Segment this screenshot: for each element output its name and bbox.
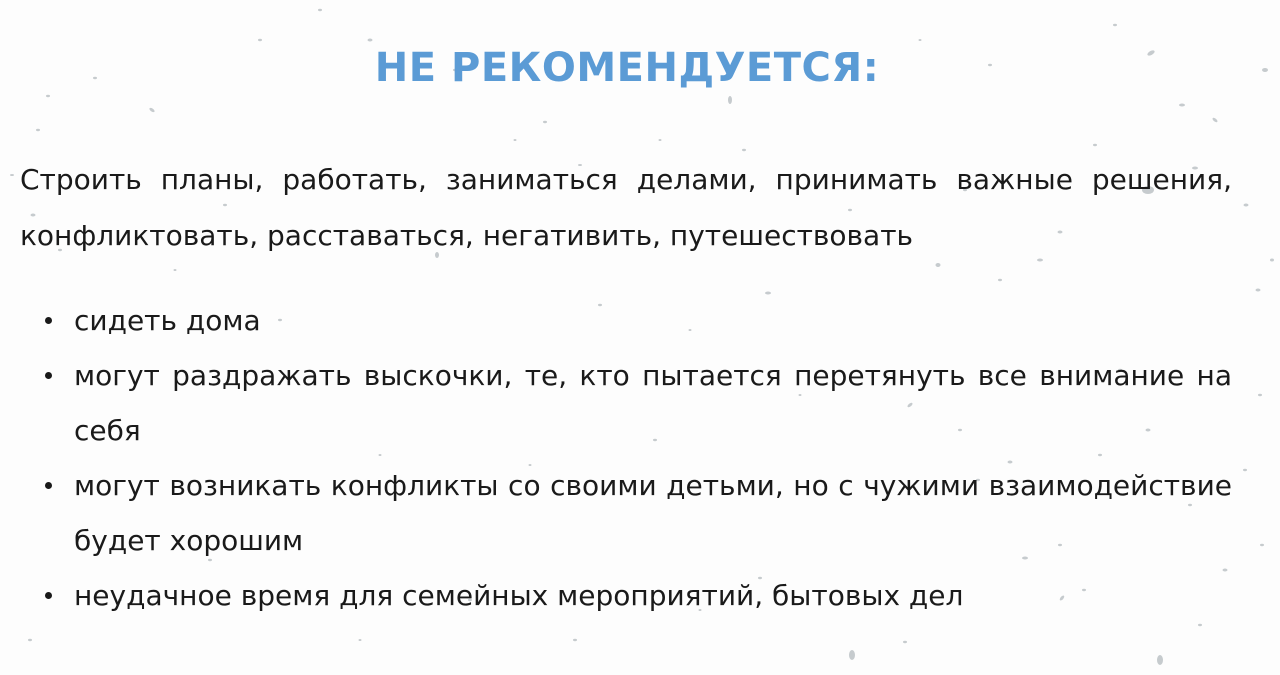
list-item bbox=[20, 458, 1232, 568]
list-item-text: неудачное время для семейных мероприятий, бытовых дел bbox=[74, 579, 964, 612]
intro-paragraph: Строить планы, работать, заниматься делами, принимать важные решения, конфликтовать, расставаться, негативить, путешествовать bbox=[20, 163, 1232, 252]
bullet-dot-icon bbox=[45, 592, 52, 599]
bullet-dot-icon bbox=[45, 482, 52, 489]
bullet-dot-icon bbox=[45, 317, 52, 324]
list-item bbox=[20, 348, 1232, 458]
list-item bbox=[20, 293, 1232, 348]
list-item-text: могут возникать конфликты со своими детьми, но с чужими взаимодействие будет хорошим bbox=[74, 469, 1232, 557]
slide-title: НЕ РЕКОМЕНДУЕТСЯ: bbox=[374, 45, 880, 91]
list-item bbox=[20, 568, 1232, 623]
bullet-dot-icon bbox=[45, 372, 52, 379]
list-item-text: могут раздражать выскочки, те, кто пытается перетянуть все внимание на себя bbox=[74, 359, 1232, 447]
bullet-list bbox=[20, 293, 1232, 623]
list-item-text: сидеть дома bbox=[74, 304, 261, 337]
